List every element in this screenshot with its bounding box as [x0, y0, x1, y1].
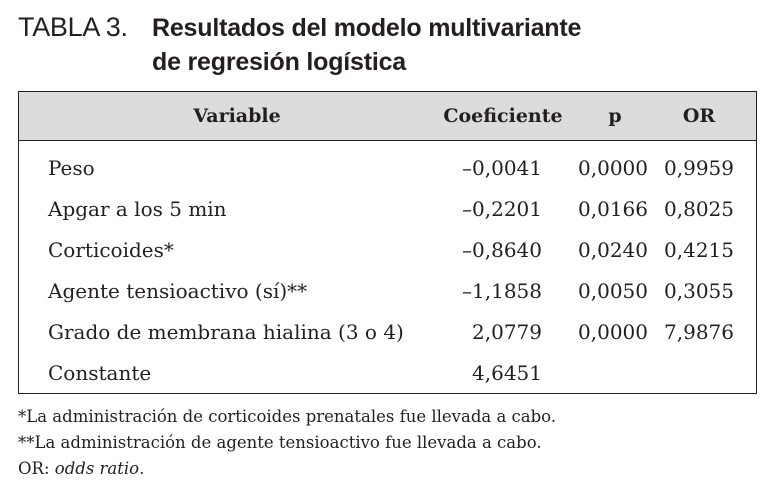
- cell-or: 7,9876: [664, 320, 734, 344]
- cell-or: 0,8025: [664, 197, 734, 221]
- table-footnotes: [18, 404, 556, 482]
- cell-or: 0,9959: [664, 156, 734, 180]
- cell-coeficiente: –0,8640: [462, 238, 542, 262]
- cell-variable: Corticoides*: [48, 238, 174, 262]
- cell-variable: Grado de membrana hialina (3 o 4): [48, 320, 404, 344]
- table-number-label: TABLA 3.: [18, 12, 128, 42]
- footnote-or-prefix: OR:: [18, 459, 55, 478]
- title-line-2: [18, 48, 758, 84]
- cell-coeficiente: 4,6451: [472, 361, 542, 385]
- title-text-line-1: Resultados del modelo multivariante: [152, 14, 582, 42]
- table-row: [19, 230, 756, 271]
- header-variable: Variable: [193, 105, 281, 127]
- cell-variable: Constante: [48, 361, 152, 385]
- cell-variable: Peso: [48, 156, 95, 180]
- table-row: [19, 271, 756, 312]
- header-p: p: [608, 105, 622, 127]
- cell-variable: Agente tensioactivo (sí)**: [48, 279, 308, 303]
- table-row: [19, 148, 756, 189]
- cell-or: 0,3055: [664, 279, 734, 303]
- cell-coeficiente: –1,1858: [462, 279, 542, 303]
- footnote-tensioactivo: **La administración de agente tensioactivo fue llevada a cabo.: [18, 433, 542, 452]
- header-or: OR: [682, 105, 716, 127]
- footnote-or-italic: odds ratio: [54, 459, 140, 478]
- footnote-or: [18, 456, 556, 482]
- table-row: [19, 353, 756, 394]
- results-table: [18, 91, 757, 394]
- cell-p: 0,0000: [578, 320, 648, 344]
- cell-p: 0,0000: [578, 156, 648, 180]
- cell-or: 0,4215: [664, 238, 734, 262]
- table-row: [19, 189, 756, 230]
- cell-coeficiente: 2,0779: [472, 320, 542, 344]
- cell-variable: Apgar a los 5 min: [48, 197, 227, 221]
- cell-p: 0,0166: [578, 197, 648, 221]
- table-row: [19, 312, 756, 353]
- footnote-corticoides: *La administración de corticoides prenatales fue llevada a cabo.: [18, 407, 557, 426]
- header-coeficiente: Coeficiente: [443, 105, 563, 127]
- cell-p: 0,0240: [578, 238, 648, 262]
- cell-p: 0,0050: [578, 279, 648, 303]
- table-header-row: [19, 92, 756, 141]
- footnote-or-suffix: .: [139, 459, 145, 478]
- table-title: [18, 12, 758, 84]
- table-body: [19, 141, 756, 394]
- title-text-line-2: de regresión logística: [152, 48, 407, 76]
- cell-coeficiente: –0,2201: [462, 197, 542, 221]
- title-line-1: [18, 12, 758, 48]
- cell-coeficiente: –0,0041: [462, 156, 542, 180]
